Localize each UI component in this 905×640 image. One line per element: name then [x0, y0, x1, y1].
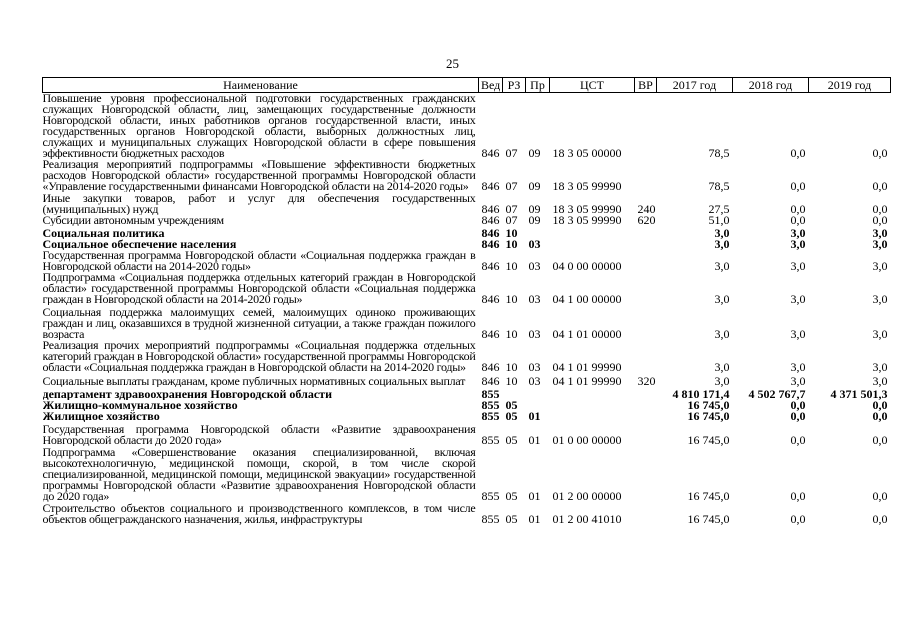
cell-vr [635, 400, 657, 411]
cell-2018: 0,0 [790, 146, 806, 159]
cell-vr [635, 239, 657, 250]
cell-2017: 51,0 [708, 215, 730, 226]
table-row [43, 272, 891, 305]
cell-2018: 0,0 [790, 512, 806, 525]
table-row [43, 215, 891, 226]
cell-pr: 03 [528, 374, 541, 387]
page-number: 25 [446, 56, 459, 71]
cell-rz: 05 [505, 400, 518, 411]
cell-pr: 01 [528, 489, 541, 502]
cell-2018: 3,0 [790, 259, 806, 272]
cell-cst: 18 3 05 99990 [552, 202, 622, 215]
cell-rz: 07 [505, 202, 518, 215]
cell-cst: 18 3 05 99990 [552, 179, 622, 192]
cell-pr: 03 [528, 327, 541, 340]
cell-2019: 3,0 [872, 259, 888, 272]
cell-name: Социальная поддержка малоимущих семей, малоимущих одиноко проживающих граждан и лиц, оказавшихся в трудной жизненной ситуации, а также граждан пожилого возраста [42, 305, 476, 340]
cell-cst [550, 400, 635, 411]
cell-name: Повышение уровня профессиональной подготовки государственных гражданских служащих Новгородской области, лиц, замещающих государственные должности Новгородской области, иных работников органов государственной власти, иных государственных органов Новгородской области, выборных должностных лиц, служащих и муниципальных служащих Новгородской области в сфере повышения эффективности бюджетных расходов [42, 92, 476, 159]
cell-ved: 846 [481, 215, 500, 226]
cell-rz: 07 [505, 179, 518, 192]
cell-vr [635, 422, 657, 446]
cell-2017: 3,0 [714, 259, 730, 272]
cell-pr: 01 [528, 512, 541, 525]
cell-rz: 05 [505, 411, 518, 422]
cell-2018: 3,0 [790, 239, 806, 250]
table-header-row [43, 78, 891, 93]
cell-2019: 0,0 [872, 179, 888, 192]
cell-2019: 3,0 [872, 374, 888, 387]
cell-rz: 05 [505, 489, 518, 502]
cell-ved: 855 [481, 489, 500, 502]
cell-2018: 0,0 [790, 202, 806, 215]
cell-vr [635, 272, 657, 305]
cell-2017: 16 745,0 [687, 512, 730, 525]
cell-vr [635, 305, 657, 340]
table-row [43, 502, 891, 525]
table-row [43, 305, 891, 340]
cell-ved: 846 [481, 239, 500, 250]
cell-2019: 3,0 [872, 327, 888, 340]
cell-2018: 0,0 [790, 400, 806, 411]
table-row [43, 373, 891, 387]
cell-cst: 01 2 00 00000 [552, 489, 622, 502]
cell-cst [550, 387, 635, 400]
cell-cst: 04 0 00 00000 [552, 259, 622, 272]
cell-pr [526, 226, 550, 239]
cell-pr: 09 [528, 215, 541, 226]
cell-cst: 04 1 01 99990 [552, 360, 622, 373]
cell-2019: 0,0 [872, 202, 888, 215]
cell-2017: 3,0 [714, 374, 730, 387]
cell-rz: 05 [505, 433, 518, 446]
cell-name: Жилищно-коммунальное хозяйство [42, 400, 238, 411]
cell-name: Социальная политика [42, 226, 165, 239]
cell-2019: 3,0 [872, 360, 888, 373]
table-row [43, 250, 891, 272]
cell-cst [550, 226, 635, 239]
cell-cst: 04 1 00 00000 [552, 292, 622, 305]
cell-vr: 620 [637, 215, 656, 226]
cell-2018: 3,0 [790, 327, 806, 340]
cell-2018: 0,0 [790, 489, 806, 502]
cell-2017: 4 810 171,4 [672, 387, 730, 400]
cell-vr [635, 93, 657, 160]
cell-2017: 3,0 [714, 239, 730, 250]
cell-2017: 3,0 [714, 226, 730, 239]
cell-2017: 78,5 [708, 146, 730, 159]
header-vr: ВР [635, 78, 657, 93]
cell-2018: 0,0 [790, 215, 806, 226]
cell-2019: 0,0 [872, 489, 888, 502]
cell-cst: 01 0 00 00000 [552, 433, 622, 446]
cell-rz: 05 [505, 512, 518, 525]
table-row [43, 446, 891, 502]
cell-cst [550, 411, 635, 422]
cell-name: Жилищное хозяйство [42, 411, 160, 422]
table-row [43, 226, 891, 239]
cell-cst: 01 2 00 41010 [552, 512, 622, 525]
header-2019: 2019 год [809, 78, 891, 93]
cell-name: Государственная программа Новгородской области «Социальная поддержка граждан в Новгородской области на 2014-2020 годы» [42, 250, 476, 272]
cell-2017: 27,5 [708, 202, 730, 215]
cell-2018: 0,0 [790, 433, 806, 446]
cell-2019: 0,0 [872, 400, 888, 411]
cell-vr [635, 250, 657, 272]
cell-name: Субсидии автономным учреждениям [42, 215, 224, 226]
cell-vr [635, 387, 657, 400]
header-pr: Пр [526, 78, 550, 93]
cell-2019: 3,0 [872, 239, 888, 250]
cell-2019: 3,0 [872, 292, 888, 305]
cell-name: департамент здравоохранения Новгородской области [42, 387, 332, 400]
cell-2017: 3,0 [714, 292, 730, 305]
cell-ved: 846 [481, 179, 500, 192]
cell-ved: 855 [481, 387, 500, 400]
cell-pr: 09 [528, 202, 541, 215]
cell-cst: 04 1 01 99990 [552, 374, 622, 387]
cell-ved: 846 [481, 327, 500, 340]
cell-ved: 855 [481, 512, 500, 525]
cell-name: Реализация мероприятий подпрограммы «Повышение эффективности бюджетных расходов Новгородской области» государственной программы Новгородской области «Управление государственными финансами Новгородской области на 2014-2020 годы» [42, 159, 476, 192]
cell-name: Иные закупки товаров, работ и услуг для обеспечения государственных (муниципальных) нужд [42, 192, 476, 215]
cell-rz: 07 [505, 215, 518, 226]
cell-pr [526, 400, 550, 411]
cell-pr: 09 [528, 179, 541, 192]
cell-2018: 0,0 [790, 179, 806, 192]
cell-pr: 01 [528, 433, 541, 446]
cell-cst: 18 3 05 00000 [552, 146, 622, 159]
cell-rz: 10 [505, 226, 518, 239]
cell-cst [550, 239, 635, 250]
cell-2019: 4 371 501,3 [830, 387, 888, 400]
cell-name: Реализация прочих мероприятий подпрограммы «Социальная поддержка отдельных категорий граждан в Новгородской области» государственной программы Новгородской области «Социальная поддержка граждан в Новгородской области на 2014-2020 годы» [42, 340, 476, 373]
cell-2017: 3,0 [714, 327, 730, 340]
cell-2017: 16 745,0 [687, 489, 730, 502]
table-row [43, 159, 891, 192]
cell-name: Социальные выплаты гражданам, кроме публичных нормативных социальных выплат [42, 374, 466, 387]
cell-ved: 846 [481, 226, 500, 239]
cell-pr: 03 [528, 360, 541, 373]
cell-2019: 0,0 [872, 411, 888, 422]
cell-ved: 846 [481, 360, 500, 373]
cell-2018: 4 502 767,7 [748, 387, 806, 400]
cell-vr [635, 411, 657, 422]
cell-pr: 09 [528, 146, 541, 159]
cell-cst: 04 1 01 00000 [552, 327, 622, 340]
cell-rz: 10 [505, 239, 518, 250]
table-row [43, 239, 891, 250]
header-cst: ЦСТ [550, 78, 635, 93]
cell-ved: 855 [481, 433, 500, 446]
cell-2017: 16 745,0 [687, 433, 730, 446]
cell-2017: 3,0 [714, 360, 730, 373]
cell-2018: 3,0 [790, 374, 806, 387]
cell-rz [503, 387, 526, 400]
cell-ved: 846 [481, 202, 500, 215]
table-row [43, 387, 891, 400]
header-name: Наименование [43, 78, 479, 93]
cell-pr: 01 [528, 411, 541, 422]
cell-name: Государственная программа Новгородской области «Развитие здравоохранения Новгородской области до 2020 года» [42, 422, 476, 446]
header-2018: 2018 год [733, 78, 809, 93]
cell-ved: 846 [481, 292, 500, 305]
cell-ved: 855 [481, 411, 500, 422]
cell-2018: 3,0 [790, 226, 806, 239]
header-rz: РЗ [503, 78, 526, 93]
cell-2018: 0,0 [790, 411, 806, 422]
table-row [43, 93, 891, 160]
cell-2017: 16 745,0 [687, 411, 730, 422]
cell-vr [635, 226, 657, 239]
cell-vr: 320 [637, 374, 656, 387]
cell-vr [635, 340, 657, 373]
cell-vr [635, 159, 657, 192]
cell-2018: 3,0 [790, 292, 806, 305]
cell-2019: 0,0 [872, 146, 888, 159]
cell-rz: 10 [505, 374, 518, 387]
cell-rz: 10 [505, 360, 518, 373]
cell-pr: 03 [528, 259, 541, 272]
cell-pr [526, 387, 550, 400]
cell-rz: 10 [505, 292, 518, 305]
cell-2019: 0,0 [872, 433, 888, 446]
cell-ved: 846 [481, 259, 500, 272]
cell-name: Подпрограмма «Социальная поддержка отдельных категорий граждан в Новгородской области» государственной программы Новгородской области «Социальная поддержка граждан в Новгородской области на 2014-2020 годы» [42, 272, 476, 305]
header-2017: 2017 год [657, 78, 733, 93]
cell-name: Подпрограмма «Совершенствование оказания специализированной, включая высокотехнологичную, медицинской помощи, скорой, в том числе скорой специализированной, медицинской помощи, медицинской эвакуации» государственной программы Новгородской области «Развитие здравоохранения Новгородской области до 2020 года» [42, 446, 476, 502]
cell-ved: 855 [481, 400, 500, 411]
cell-rz: 10 [505, 327, 518, 340]
cell-cst: 18 3 05 99990 [552, 215, 622, 226]
cell-vr [635, 502, 657, 525]
cell-pr: 03 [528, 292, 541, 305]
cell-ved: 846 [481, 146, 500, 159]
cell-2017: 78,5 [708, 179, 730, 192]
cell-pr: 03 [528, 239, 541, 250]
cell-2018: 3,0 [790, 360, 806, 373]
table-row [43, 422, 891, 446]
cell-name: Социальное обеспечение населения [42, 239, 237, 250]
cell-rz: 07 [505, 146, 518, 159]
table-row [43, 400, 891, 411]
cell-2019: 0,0 [872, 512, 888, 525]
table-row [43, 411, 891, 422]
cell-vr: 240 [637, 202, 656, 215]
header-ved: Вед [479, 78, 503, 93]
cell-2019: 3,0 [872, 226, 888, 239]
cell-ved: 846 [481, 374, 500, 387]
cell-name: Строительство объектов социального и производственного комплексов, в том числе объектов общегражданского назначения, жилья, инфраструктуры [42, 502, 476, 525]
cell-vr [635, 446, 657, 502]
table-body [43, 93, 891, 526]
cell-2017: 16 745,0 [687, 400, 730, 411]
cell-rz: 10 [505, 259, 518, 272]
table-row [43, 340, 891, 373]
cell-2019: 0,0 [872, 215, 888, 226]
table-row [43, 192, 891, 215]
budget-table [42, 77, 891, 525]
